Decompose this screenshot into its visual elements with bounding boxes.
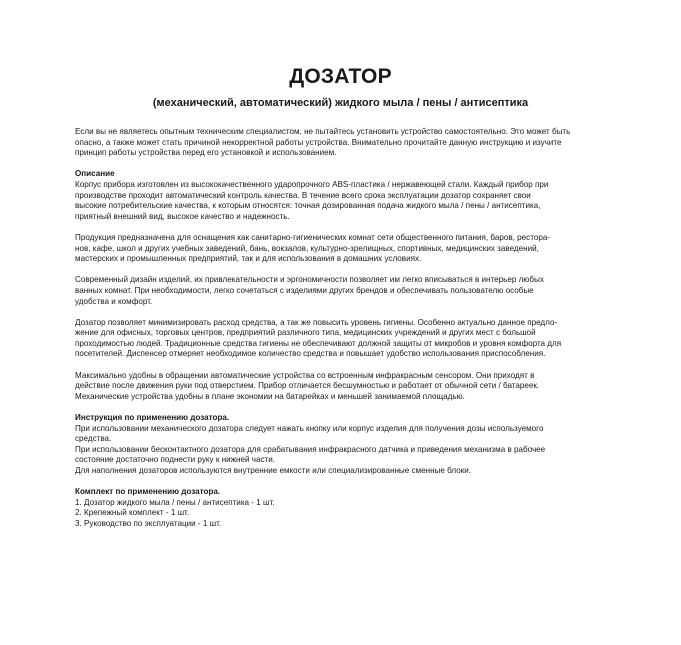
text-line: удобства и комфорт. <box>75 296 153 306</box>
kit-item: 2. Крепежный комплект - 1 шт. <box>75 508 190 518</box>
text-line: Для наполнения дозаторов используются внутренние емкости или специализированные сменные блоки. <box>75 466 472 475</box>
kit-section <box>75 487 635 529</box>
text-line: посетителей. Диспенсер отмеряет необходимое количество средства и повышает удобство использования приспособления. <box>75 349 546 359</box>
text-line: Механические устройства удобны в плане экономии на батарейках и меньшей занимаемой площадью. <box>75 391 465 401</box>
sensor-paragraph <box>75 371 635 403</box>
economy-paragraph <box>75 318 635 360</box>
text-line: При использовании механического дозатора следует нажать кнопку или корпус изделия для получения дозы используемого <box>75 423 544 433</box>
description-section <box>75 169 635 222</box>
text-line: Современный дизайн изделий, их привлекательности и эргономичности позволяет им легко вписываться в интерьер любых <box>75 275 544 285</box>
text-line: Корпус прибора изготовлен из высококачественного ударопрочного ABS-пластика / нержавеющей стали. Каждый прибор при <box>75 179 549 189</box>
page-subtitle: (механический, автоматический) жидкого мыла / пены / антисептика <box>152 97 529 109</box>
document-body <box>75 127 635 530</box>
text-line: проходимостью людей. Традиционные средства гигиены не обеспечивают должной защиты от микробов и уровня комфорта для <box>75 338 562 348</box>
kit-item: 3. Руководство по эксплуатации - 1 шт. <box>75 518 222 528</box>
text-line: состояние достаточно поднести руку к нижней части. <box>75 455 275 465</box>
text-line: производстве проходит автоматический контроль качества. В течение всего срока эксплуатации дозатор сохраняет свои <box>75 190 531 200</box>
text-line: нов, кафе, школ и других учебных заведений, бань, вокзалов, культурно-зрелищных, спортивных, медицинских заведений, <box>75 243 539 253</box>
description-heading: Описание <box>75 169 115 179</box>
text-line: мастерских и промышленных предприятий, так и для использования в домашних условиях. <box>75 254 422 264</box>
text-line: Дозатор позволяет минимизировать расход средства, а так же повысить уровень гигиены. Особенно актуально данное предло- <box>75 317 558 327</box>
instructions-heading: Инструкция по применению дозатора. <box>75 413 230 423</box>
text-line: Продукция предназначена для оснащения как санитарно-гигиенических комнат сети общественного питания, баров, рестора- <box>75 232 551 242</box>
purpose-paragraph <box>75 233 635 265</box>
text-line: Максимально удобны в обращении автоматические устройства со встроенным инфракрасным сенсором. Они приходят в <box>75 370 535 380</box>
text-line: принцип работы устройства перед его установкой и использованием. <box>75 148 337 158</box>
text-line: жение для офисных, торговых центров, предприятий различного типа, медицинских учреждений и других мест с большой <box>75 328 536 338</box>
warning-paragraph <box>75 127 635 159</box>
text-line: ванных комнат. При необходимости, легко сочетаться с изделиями других брендов и обеспечивать пользователю особые <box>75 285 534 295</box>
instructions-section <box>75 413 635 477</box>
text-line: приятный внешний вид, высокое качество и надежность. <box>75 211 290 221</box>
text-line: Если вы не являетесь опытным техническим специалистом, не пытайтесь установить устройство самостоятельно. Это может быть <box>75 127 571 136</box>
page-title: ДОЗАТОР <box>289 65 392 88</box>
kit-item: 1. Дозатор жидкого мыла / пены / антисептика - 1 шт. <box>75 497 275 507</box>
text-line: высокие потребительские качества, к которым относятся: точная дозированная подача жидкого мыла / пены / антисептика, <box>75 201 541 211</box>
text-line: При использовании бесконтактного дозатора для срабатывания инфракрасного датчика и приведения механизма в рабочее <box>75 444 546 454</box>
text-line: средства. <box>75 434 112 444</box>
text-line: опасно, а также может стать причиной некорректной работы устройства. Внимательно прочитайте данную инструкцию и изучите <box>75 137 562 147</box>
design-paragraph <box>75 275 635 307</box>
text-line: действие после движения руки под отверстием. Прибор отличается бесшумностью и работает от обычной сети / батареек. <box>75 381 540 391</box>
kit-heading: Комплект по применению дозатора. <box>75 487 221 497</box>
